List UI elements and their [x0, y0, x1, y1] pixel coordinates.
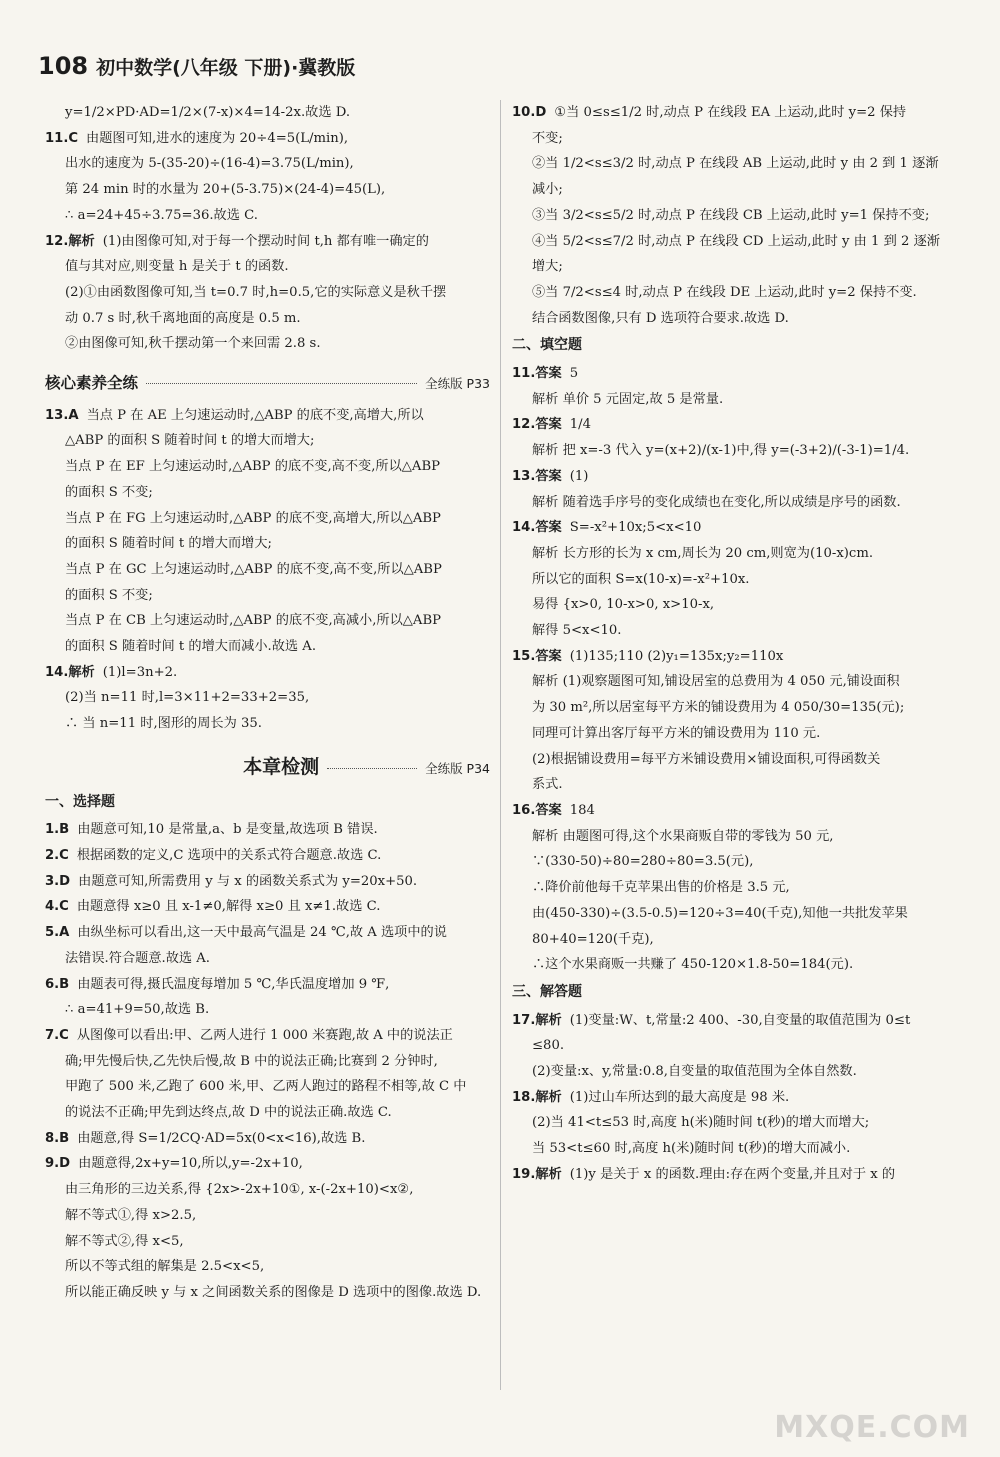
- text-line: (2)变量:x、y,常量:0.8,自变量的取值范围为全体自然数.: [532, 1064, 857, 1080]
- answer-item: [45, 229, 490, 255]
- section-ref: 全练版 P34: [425, 760, 490, 776]
- column-divider: [500, 100, 501, 1390]
- item-text: (1)l=3n+2.: [102, 664, 178, 680]
- item-text: (1)y 是关于 x 的函数.理由:存在两个变量,并且对于 x 的: [569, 1166, 896, 1182]
- text-line: 增大;: [532, 259, 563, 275]
- answer-item: [512, 1008, 960, 1034]
- item-text: 由题图可知,进水的速度为 20÷4=5(L/min),: [86, 130, 349, 146]
- text-line: ∴ 当 n=11 时,图形的周长为 35.: [65, 716, 262, 732]
- answer-item: [512, 1085, 960, 1111]
- section-heading: [45, 371, 490, 397]
- answer-item: [45, 403, 490, 429]
- item-text: 由题意得 x≥0 且 x-1≠0,解得 x≥0 且 x≠1.故选 C.: [76, 899, 381, 915]
- text-line: 结合函数图像,只有 D 选项符合要求.故选 D.: [532, 310, 789, 326]
- text-line: 由三角形的三边关系,得 {2x>-2x+10①, x-(-2x+10)<x②,: [65, 1182, 414, 1198]
- answer-item: [45, 920, 490, 946]
- answer-item: [45, 894, 490, 920]
- item-text: 5: [569, 366, 579, 382]
- subsection-heading: 一、选择题: [45, 793, 115, 810]
- text-line: 所以不等式组的解集是 2.5<x<5,: [65, 1259, 265, 1275]
- text-line: ②当 1/2<s≤3/2 时,动点 P 在线段 AB 上运动,此时 y 由 2 到 1 逐渐: [532, 156, 939, 172]
- item-number: 12.答案: [512, 417, 562, 433]
- answer-item: [45, 972, 490, 998]
- answer-item: [45, 1126, 490, 1152]
- item-number: 19.解析: [512, 1166, 562, 1182]
- item-number: 6.B: [45, 976, 70, 992]
- answer-item: [512, 515, 960, 541]
- leader-dots: [327, 768, 417, 769]
- text-line: 确;甲先慢后快,乙先快后慢,故 B 中的说法正确;比赛到 2 分钟时,: [65, 1053, 438, 1069]
- text-line: 甲跑了 500 米,乙跑了 600 米,甲、乙两人跑过的路程不相等,故 C 中: [65, 1079, 467, 1095]
- answer-item: [512, 464, 960, 490]
- text-line: 法错误.符合题意.故选 A.: [65, 950, 210, 966]
- text-line: 同理可计算出客厅每平方米的铺设费用为 110 元.: [532, 725, 821, 741]
- item-number: 14.解析: [45, 664, 95, 680]
- item-number: 15.答案: [512, 648, 562, 664]
- text-line: ∴这个水果商贩一共赚了 450-120×1.8-50=184(元).: [532, 957, 854, 973]
- text-line: 的面积 S 随着时间 t 的增大而减小.故选 A.: [65, 639, 317, 655]
- item-text: 由纵坐标可以看出,这一天中最高气温是 24 ℃,故 A 选项中的说: [77, 925, 447, 941]
- item-number: 11.答案: [512, 366, 562, 382]
- answer-item: [512, 100, 960, 126]
- text-line: ≤80.: [532, 1038, 565, 1054]
- text-line: y=1/2×PD·AD=1/2×(7-x)×4=14-2x.故选 D.: [65, 105, 351, 120]
- section-title: 核心素养全练: [45, 374, 139, 393]
- answer-item: [512, 1162, 960, 1188]
- subsection-heading: 三、解答题: [512, 983, 582, 1000]
- text-line: 由(450-330)÷(3.5-0.5)=120÷3=40(千克),知他一共批发苹果: [532, 905, 908, 921]
- text-line: 当 53<t≤60 时,高度 h(米)随时间 t(秒)的增大而减小.: [532, 1141, 851, 1157]
- item-number: 13.答案: [512, 468, 562, 484]
- subsection-heading: 二、填空题: [512, 337, 582, 354]
- item-number: 12.解析: [45, 233, 95, 249]
- text-line: ③当 3/2<s≤5/2 时,动点 P 在线段 CB 上运动,此时 y=1 保持不变;: [532, 207, 930, 223]
- text-line: 解析 随着选手序号的变化成绩也在变化,所以成绩是序号的函数.: [532, 494, 901, 510]
- text-line: ∴ a=41+9=50,故选 B.: [65, 1002, 210, 1018]
- item-text: ①当 0≤s≤1/2 时,动点 P 在线段 EA 上运动,此时 y=2 保持: [554, 105, 907, 120]
- page-number: 108: [38, 52, 89, 80]
- answer-item: [45, 817, 490, 843]
- answer-item: [512, 412, 960, 438]
- right-column: [512, 100, 960, 1188]
- text-line: ⑤当 7/2<s≤4 时,动点 P 在线段 DE 上运动,此时 y=2 保持不变.: [532, 284, 917, 300]
- text-line: 当点 P 在 CB 上匀速运动时,△ABP 的底不变,高减小,所以△ABP: [65, 613, 442, 629]
- item-number: 18.解析: [512, 1089, 562, 1105]
- text-line: 解析 单价 5 元固定,故 5 是常量.: [532, 391, 724, 407]
- item-number: 10.D: [512, 105, 547, 120]
- text-line: 当点 P 在 GC 上匀速运动时,△ABP 的底不变,高不变,所以△ABP: [65, 561, 442, 577]
- item-text: (1)由图像可知,对于每一个摆动时间 t,h 都有唯一确定的: [102, 233, 429, 249]
- text-line: 解析 (1)观察题图可知,铺设居室的总费用为 4 050 元,铺设面积: [532, 674, 900, 690]
- text-line: 值与其对应,则变量 h 是关于 t 的函数.: [65, 259, 289, 275]
- item-text: S=-x²+10x;5<x<10: [569, 520, 702, 536]
- item-text: 根据函数的定义,C 选项中的关系式符合题意.故选 C.: [76, 847, 382, 863]
- watermark: MXQE.COM: [774, 1410, 970, 1445]
- item-number: 17.解析: [512, 1012, 562, 1028]
- text-line: 第 24 min 时的水量为 20+(5-3.75)×(24-4)=45(L),: [65, 182, 386, 198]
- item-text: 由题意得,2x+y=10,所以,y=-2x+10,: [78, 1156, 303, 1172]
- text-line: 当点 P 在 EF 上匀速运动时,△ABP 的底不变,高不变,所以△ABP: [65, 459, 441, 475]
- item-text: 当点 P 在 AE 上匀速运动时,△ABP 的底不变,高增大,所以: [86, 407, 424, 423]
- text-line: (2)当 41<t≤53 时,高度 h(米)随时间 t(秒)的增大而增大;: [532, 1115, 870, 1131]
- item-text: 1/4: [569, 417, 591, 433]
- answer-item: [512, 798, 960, 824]
- item-text: 由题意可知,10 是常量,a、b 是变量,故选项 B 错误.: [77, 822, 378, 838]
- answer-item: [45, 126, 490, 152]
- chapter-heading: [45, 755, 490, 782]
- page-header: [38, 52, 355, 86]
- text-line: 的说法不正确;甲先到达终点,故 D 中的说法正确.故选 C.: [65, 1105, 392, 1121]
- answer-item: [45, 1151, 490, 1177]
- text-line: 所以能正确反映 y 与 x 之间函数关系的图像是 D 选项中的图像.故选 D.: [65, 1284, 482, 1300]
- text-line: (2)①由函数图像可知,当 t=0.7 时,h=0.5,它的实际意义是秋千摆: [65, 284, 447, 300]
- text-line: ④当 5/2<s≤7/2 时,动点 P 在线段 CD 上运动,此时 y 由 1 到 2 逐渐: [532, 233, 940, 249]
- answer-item: [45, 1023, 490, 1049]
- text-line: 动 0.7 s 时,秋千离地面的高度是 0.5 m.: [65, 310, 301, 326]
- text-line: 系式.: [532, 777, 563, 793]
- leader-dots: [146, 383, 417, 384]
- answer-item: [45, 869, 490, 895]
- text-line: ∵(330-50)÷80=280÷80=3.5(元),: [532, 854, 754, 870]
- text-line: ∴降价前他每千克苹果出售的价格是 3.5 元,: [532, 880, 790, 896]
- text-line: (2)根据铺设费用=每平方米铺设费用×铺设面积,可得函数关: [532, 751, 881, 767]
- text-line: 解析 把 x=-3 代入 y=(x+2)/(x-1)中,得 y=(-3+2)/(-3-1)=1/4.: [532, 443, 910, 459]
- answer-item: [512, 644, 960, 670]
- item-number: 14.答案: [512, 520, 562, 536]
- section-title: 本章检测: [243, 755, 320, 778]
- text-line: 解析 长方形的长为 x cm,周长为 20 cm,则宽为(10-x)cm.: [532, 545, 874, 561]
- text-line: ∴ a=24+45÷3.75=36.故选 C.: [65, 207, 258, 223]
- item-text: 由题意可知,所需费用 y 与 x 的函数关系式为 y=20x+50.: [78, 873, 418, 889]
- left-column: [45, 100, 490, 1306]
- item-text: (1)变量:W、t,常量:2 400、-30,自变量的取值范围为 0≤t: [569, 1012, 911, 1028]
- text-line: 的面积 S 不变;: [65, 484, 153, 500]
- item-number: 3.D: [45, 873, 71, 889]
- item-text: 184: [569, 802, 595, 818]
- item-number: 2.C: [45, 847, 69, 863]
- text-line: 为 30 m²,所以居室每平方米的铺设费用为 4 050/30=135(元);: [532, 700, 905, 716]
- text-line: 出水的速度为 5-(35-20)÷(16-4)=3.75(L/min),: [65, 156, 354, 172]
- text-line: 当点 P 在 FG 上匀速运动时,△ABP 的底不变,高增大,所以△ABP: [65, 510, 441, 526]
- item-number: 13.A: [45, 407, 79, 423]
- answer-item: [512, 361, 960, 387]
- section-ref: 全练版 P33: [425, 376, 490, 392]
- text-line: 解析 由题图可得,这个水果商贩自带的零钱为 50 元,: [532, 828, 834, 844]
- item-text: (1)过山车所达到的最大高度是 98 米.: [569, 1089, 790, 1105]
- answer-item: [45, 843, 490, 869]
- item-number: 8.B: [45, 1130, 70, 1146]
- item-text: (1): [569, 468, 589, 484]
- item-number: 16.答案: [512, 802, 562, 818]
- item-text: 从图像可以看出:甲、乙两人进行 1 000 米赛跑,故 A 中的说法正: [76, 1027, 453, 1043]
- item-number: 7.C: [45, 1027, 69, 1043]
- text-line: 减小;: [532, 182, 563, 198]
- item-text: 由题意,得 S=1/2CQ·AD=5x(0<x<16),故选 B.: [77, 1130, 366, 1146]
- text-line: 解不等式②,得 x<5,: [65, 1233, 184, 1249]
- item-number: 11.C: [45, 130, 79, 146]
- book-title: 初中数学(八年级 下册)·冀教版: [96, 57, 356, 79]
- text-line: 解得 5<x<10.: [532, 623, 622, 639]
- item-text: 由题表可得,摄氏温度每增加 5 ℃,华氏温度增加 9 ℉,: [77, 976, 390, 992]
- text-line: ②由图像可知,秋千摆动第一个来回需 2.8 s.: [65, 336, 321, 352]
- text-line: 易得 {x>0, 10-x>0, x>10-x,: [532, 597, 715, 613]
- item-text: (1)135;110 (2)y₁=135x;y₂=110x: [569, 648, 784, 664]
- item-number: 5.A: [45, 925, 70, 941]
- item-number: 1.B: [45, 822, 70, 838]
- item-number: 9.D: [45, 1156, 71, 1172]
- text-line: (2)当 n=11 时,l=3×11+2=33+2=35,: [65, 690, 310, 706]
- text-line: 不变;: [532, 130, 563, 146]
- text-line: 的面积 S 不变;: [65, 587, 153, 603]
- item-number: 4.C: [45, 899, 69, 915]
- text-line: 的面积 S 随着时间 t 的增大而增大;: [65, 536, 272, 552]
- text-line: 解不等式①,得 x>2.5,: [65, 1207, 197, 1223]
- text-line: 所以它的面积 S=x(10-x)=-x²+10x.: [532, 571, 750, 587]
- text-line: △ABP 的面积 S 随着时间 t 的增大而增大;: [65, 433, 315, 449]
- text-line: 80+40=120(千克),: [532, 931, 654, 947]
- answer-item: [45, 660, 490, 686]
